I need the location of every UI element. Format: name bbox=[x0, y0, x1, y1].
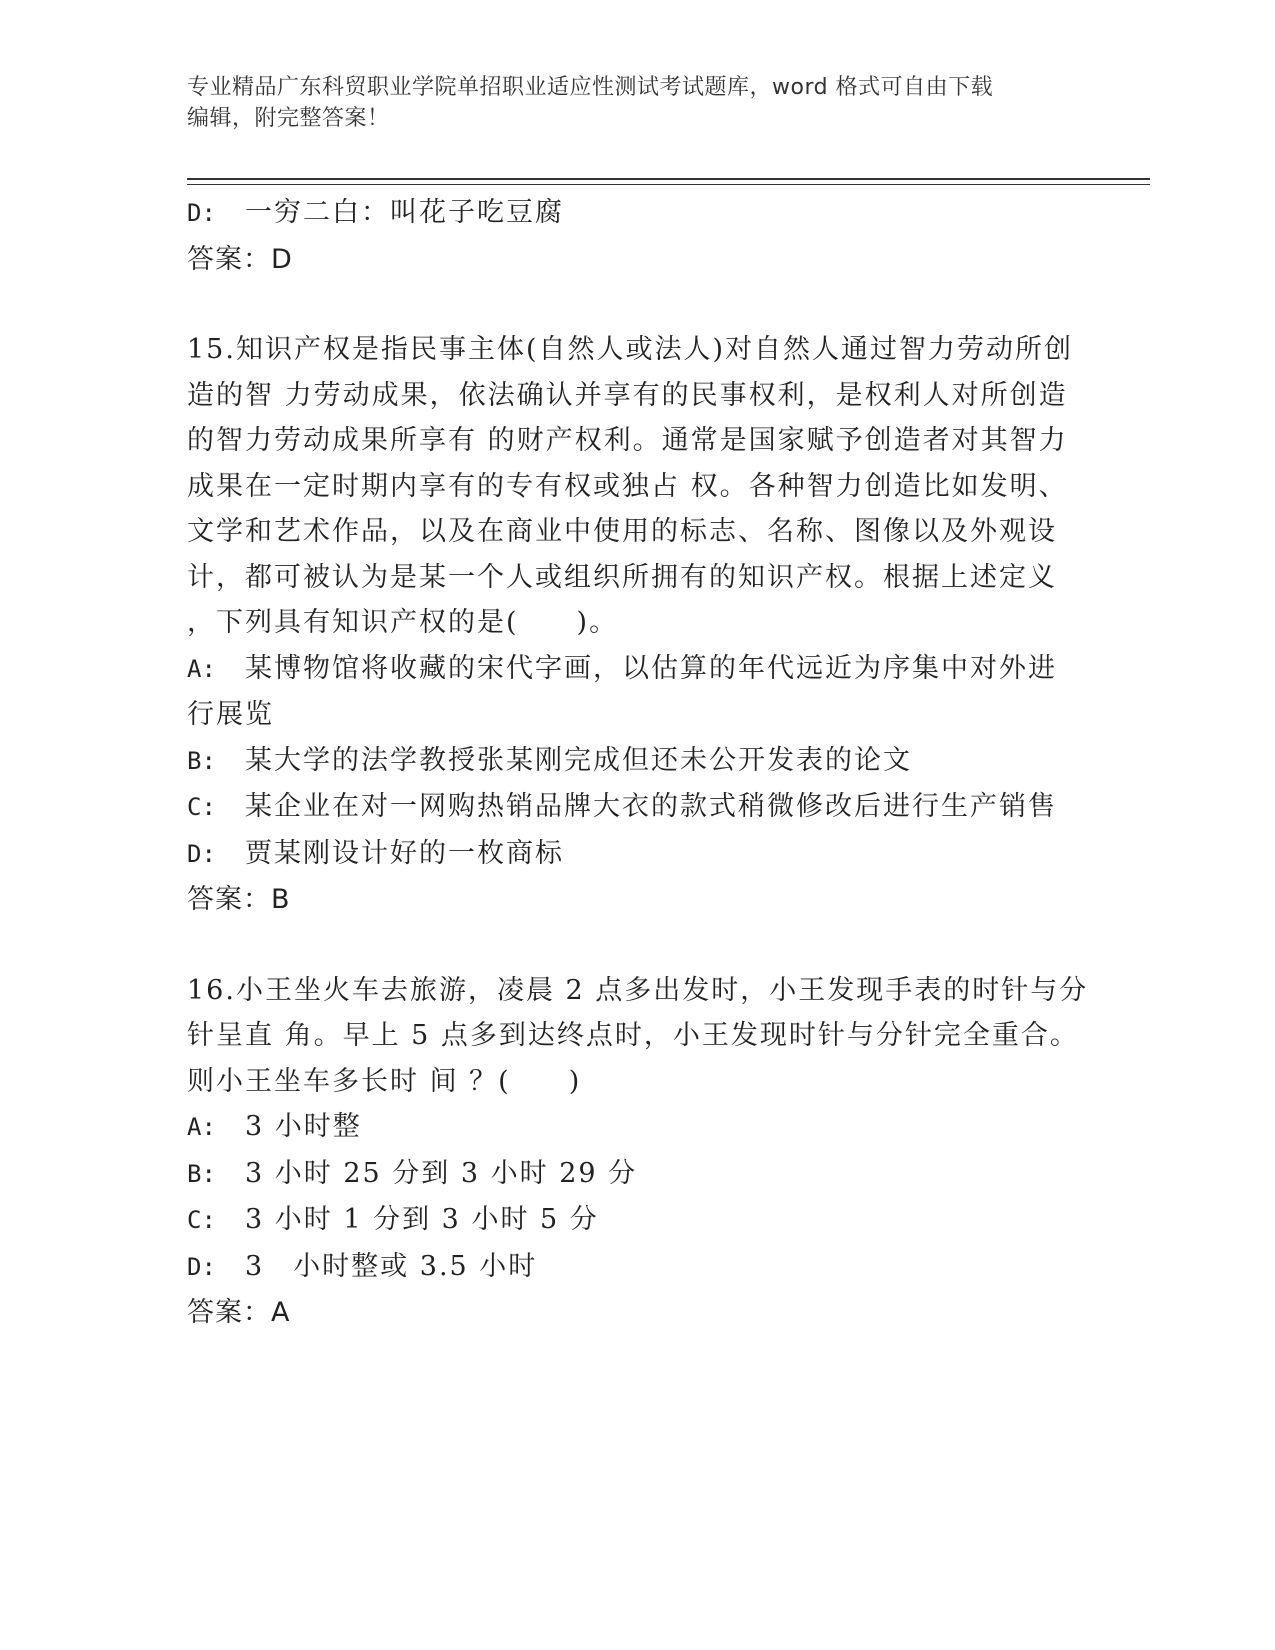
option-label: B: bbox=[187, 746, 216, 775]
option-label: D: bbox=[187, 199, 216, 227]
q15-stem-line: 成果在一定时期内享有的专有权或独占 权。各种智力创造比如发明、 bbox=[187, 470, 1068, 502]
q15-stem-line: 的智力劳动成果所享有 的财产权利。通常是国家赋予创造者对其智力 bbox=[187, 425, 1068, 456]
q15-stem-line: ，下列具有知识产权的是( )。 bbox=[187, 607, 619, 638]
document-body bbox=[187, 190, 1087, 1336]
q15-stem bbox=[187, 327, 1087, 646]
q15-stem-line: 15.知识产权是指民事主体(自然人或法人)对自然人通过智力劳动所创 bbox=[187, 334, 1074, 365]
option-label: C: bbox=[187, 793, 216, 821]
option-text: 3 小时整或 3.5 小时 bbox=[245, 1250, 538, 1282]
q14-answer: 答案：D bbox=[187, 243, 293, 275]
option-label: B: bbox=[187, 1159, 216, 1188]
q15-option-d bbox=[187, 831, 1087, 878]
q16-option-d bbox=[187, 1244, 1087, 1291]
option-label: D: bbox=[187, 1252, 216, 1281]
header-line-2: 编辑，附完整答案！ bbox=[187, 106, 390, 131]
option-text: 某企业在对一网购热销品牌大衣的款式稍微修改后进行生产销售 bbox=[245, 791, 1057, 822]
option-text: 某博物馆将收藏的宋代字画，以估算的年代远近为序集中对外进 bbox=[245, 652, 1057, 684]
header-line-1: 专业精品广东科贸职业学院单招职业适应性测试考试题库，word 格式可自由下载 bbox=[187, 75, 994, 100]
option-text: 贾某刚设计好的一枚商标 bbox=[245, 837, 564, 869]
q16-answer: 答案：A bbox=[187, 1297, 291, 1328]
option-label: A: bbox=[187, 654, 216, 683]
option-text: 3 小时 25 分到 3 小时 29 分 bbox=[245, 1157, 638, 1189]
q16-stem-line: 针呈直 角。早上 5 点多到达终点时，小王发现时针与分针完全重合。 bbox=[187, 1020, 1079, 1051]
q15-stem-line: 文学和艺术作品，以及在商业中使用的标志、名称、图像以及外观设 bbox=[187, 516, 1057, 547]
q15-stem-line: 计，都可被认为是某一个人或组织所拥有的知识产权。根据上述定义 bbox=[187, 561, 1057, 593]
q16-option-a bbox=[187, 1104, 1087, 1151]
q15-option-b bbox=[187, 738, 1087, 785]
option-text: 3 小时整 bbox=[245, 1111, 362, 1142]
q16-option-b bbox=[187, 1151, 1087, 1198]
option-text: 一穷二白：叫花子吃豆腐 bbox=[245, 197, 564, 228]
q15-answer: 答案：B bbox=[187, 884, 291, 915]
q15-option-a-continued: 行展览 bbox=[187, 699, 274, 730]
option-label: C: bbox=[187, 1206, 216, 1234]
header-rule-thick bbox=[187, 178, 1150, 180]
option-text: 3 小时 1 分到 3 小时 5 分 bbox=[245, 1204, 599, 1235]
q14-option-d bbox=[187, 190, 1087, 237]
q16-stem-line: 16.小王坐火车去旅游，凌晨 2 点多出发时，小王发现手表的时针与分 bbox=[187, 974, 1089, 1006]
q16-stem bbox=[187, 968, 1087, 1105]
option-label: D: bbox=[187, 839, 216, 868]
header-rule-thin bbox=[187, 184, 1150, 185]
option-label: A: bbox=[187, 1113, 216, 1141]
q15-option-a bbox=[187, 646, 1087, 693]
q15-option-c bbox=[187, 784, 1087, 831]
q16-option-c bbox=[187, 1197, 1087, 1244]
option-text: 某大学的法学教授张某刚完成但还未公开发表的论文 bbox=[245, 744, 912, 776]
document-header bbox=[187, 72, 1067, 134]
q15-stem-line: 造的智 力劳动成果，依法确认并享有的民事权利，是权利人对所创造 bbox=[187, 379, 1068, 411]
spacer bbox=[187, 282, 1087, 327]
spacer bbox=[187, 923, 1087, 968]
q16-stem-line: 则小王坐车多长时 间 ？( ) bbox=[187, 1065, 582, 1097]
